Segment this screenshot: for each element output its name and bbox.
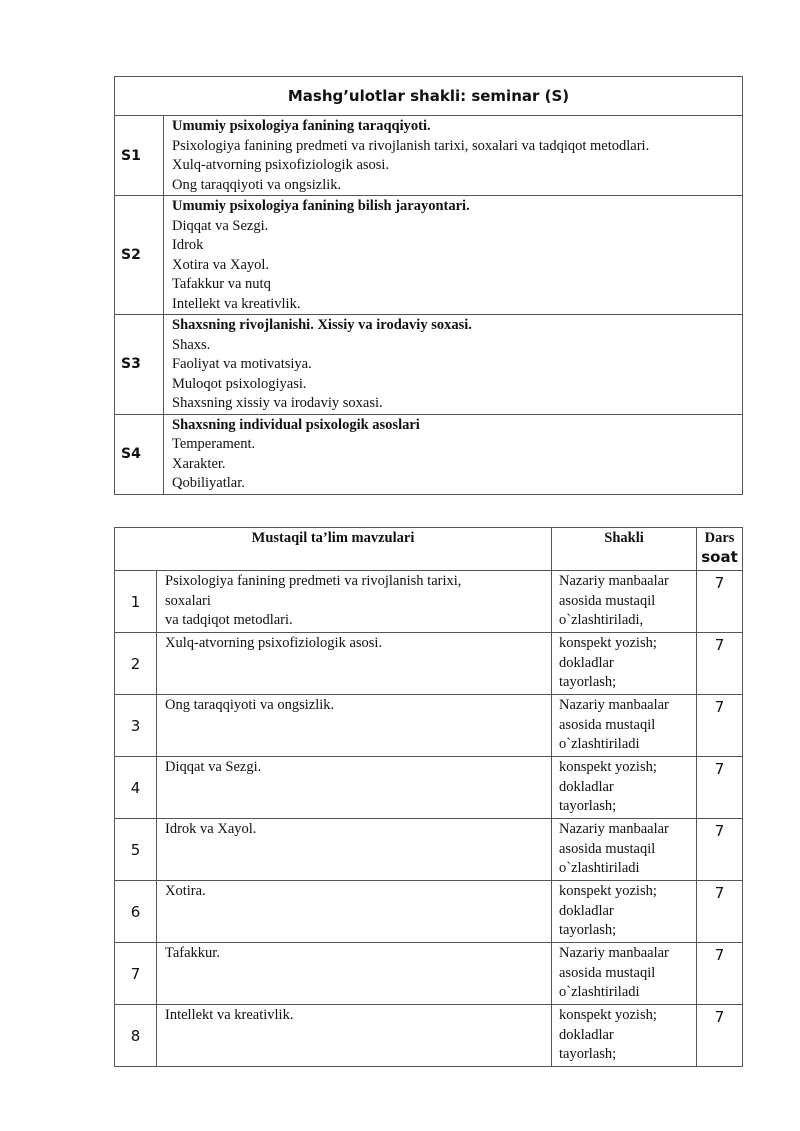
study-header-row bbox=[115, 528, 743, 571]
header-hours-line2: soat bbox=[701, 548, 738, 566]
study-topic bbox=[157, 757, 552, 819]
study-topic bbox=[157, 571, 552, 633]
independent-study-table bbox=[114, 527, 743, 1067]
study-row bbox=[115, 881, 743, 943]
study-topic-line: Xotira. bbox=[165, 883, 206, 899]
study-topic bbox=[157, 881, 552, 943]
seminar-title-row bbox=[115, 77, 743, 116]
seminar-code: S2 bbox=[115, 196, 164, 315]
seminar-code: S3 bbox=[115, 315, 164, 415]
study-form-line: konspekt yozish; bbox=[559, 759, 657, 775]
study-topic-line: Idrok va Xayol. bbox=[165, 821, 257, 837]
study-topic-line: Diqqat va Sezgi. bbox=[165, 759, 262, 775]
study-row bbox=[115, 943, 743, 1005]
study-form bbox=[552, 943, 697, 1005]
study-topic-line: Tafakkur. bbox=[165, 945, 220, 961]
study-form-line: dokladlar bbox=[559, 654, 614, 671]
seminar-line: Xulq-atvorning psixofiziologik asosi. bbox=[172, 157, 390, 173]
study-form-line: Nazariy manbaalar bbox=[559, 573, 669, 589]
study-number: 6 bbox=[115, 881, 157, 943]
study-topic-line: Xulq-atvorning psixofiziologik asosi. bbox=[165, 635, 383, 651]
study-form-line: o`zlashtiriladi bbox=[559, 736, 640, 752]
seminar-content bbox=[164, 414, 743, 494]
study-form-line: konspekt yozish; bbox=[559, 883, 657, 899]
seminar-row bbox=[115, 116, 743, 196]
study-form-line: o`zlashtiriladi bbox=[559, 860, 640, 876]
header-hours-line1: Dars bbox=[704, 530, 735, 546]
study-form-line: asosida mustaqil bbox=[559, 964, 656, 981]
study-topic bbox=[157, 1005, 552, 1067]
study-topic-line: Psixologiya fanining predmeti va rivojlanish tarixi, bbox=[165, 573, 462, 589]
study-hours: 7 bbox=[697, 757, 743, 819]
seminar-title: Mashg’ulotlar shakli: seminar (S) bbox=[115, 77, 743, 116]
seminar-body bbox=[115, 116, 743, 495]
seminar-code: S1 bbox=[115, 116, 164, 196]
study-form bbox=[552, 633, 697, 695]
study-form bbox=[552, 757, 697, 819]
study-form-line: dokladlar bbox=[559, 902, 614, 919]
header-hours bbox=[697, 528, 743, 571]
study-number: 2 bbox=[115, 633, 157, 695]
study-number: 3 bbox=[115, 695, 157, 757]
seminar-line: Diqqat va Sezgi. bbox=[172, 217, 269, 234]
study-topic-line: Ong taraqqiyoti va ongsizlik. bbox=[165, 697, 335, 713]
study-form bbox=[552, 695, 697, 757]
study-number: 8 bbox=[115, 1005, 157, 1067]
study-hours: 7 bbox=[697, 1005, 743, 1067]
study-form-line: dokladlar bbox=[559, 1026, 614, 1043]
seminar-line: Psixologiya fanining predmeti va rivojlanish tarixi, soxalari va tadqiqot metodlari. bbox=[172, 137, 650, 154]
study-topic-line: soxalari bbox=[165, 592, 211, 609]
study-topic bbox=[157, 819, 552, 881]
study-number: 4 bbox=[115, 757, 157, 819]
study-row bbox=[115, 819, 743, 881]
study-topic-line: Intellekt va kreativlik. bbox=[165, 1007, 294, 1023]
seminar-heading: Shaxsning individual psixologik asoslari bbox=[172, 416, 420, 433]
study-form bbox=[552, 819, 697, 881]
study-hours: 7 bbox=[697, 633, 743, 695]
seminar-row bbox=[115, 196, 743, 315]
study-form-line: tayorlash; bbox=[559, 674, 617, 690]
study-hours: 7 bbox=[697, 943, 743, 1005]
seminar-content bbox=[164, 315, 743, 415]
study-topic-line: va tadqiqot metodlari. bbox=[165, 612, 293, 628]
study-form-line: o`zlashtiriladi, bbox=[559, 612, 644, 628]
study-number: 7 bbox=[115, 943, 157, 1005]
study-topic bbox=[157, 943, 552, 1005]
seminar-line: Idrok bbox=[172, 237, 204, 253]
seminar-line: Tafakkur va nutq bbox=[172, 276, 271, 292]
study-hours: 7 bbox=[697, 819, 743, 881]
header-topic: Mustaqil ta’lim mavzulari bbox=[115, 528, 552, 571]
study-form-line: asosida mustaqil bbox=[559, 716, 656, 733]
seminar-content bbox=[164, 196, 743, 315]
study-hours: 7 bbox=[697, 571, 743, 633]
seminar-line: Muloqot psixologiyasi. bbox=[172, 375, 307, 392]
study-form-line: tayorlash; bbox=[559, 1046, 617, 1062]
study-form-line: asosida mustaqil bbox=[559, 840, 656, 857]
study-form-line: tayorlash; bbox=[559, 922, 617, 938]
study-row bbox=[115, 571, 743, 633]
seminar-line: Shaxs. bbox=[172, 336, 211, 353]
seminar-line: Xotira va Xayol. bbox=[172, 256, 270, 273]
study-form-line: konspekt yozish; bbox=[559, 635, 657, 651]
study-form-line: Nazariy manbaalar bbox=[559, 697, 669, 713]
study-row bbox=[115, 757, 743, 819]
seminar-heading: Umumiy psixologiya fanining bilish jarayontari. bbox=[172, 198, 470, 214]
study-form bbox=[552, 571, 697, 633]
study-form bbox=[552, 881, 697, 943]
seminar-heading: Shaxsning rivojlanishi. Xissiy va irodaviy soxasi. bbox=[172, 317, 472, 333]
seminar-line: Ong taraqqiyoti va ongsizlik. bbox=[172, 176, 342, 193]
seminar-line: Qobiliyatlar. bbox=[172, 475, 245, 491]
study-topic bbox=[157, 633, 552, 695]
seminar-content bbox=[164, 116, 743, 196]
study-hours: 7 bbox=[697, 695, 743, 757]
study-form-line: Nazariy manbaalar bbox=[559, 945, 669, 961]
study-form-line: konspekt yozish; bbox=[559, 1007, 657, 1023]
study-number: 1 bbox=[115, 571, 157, 633]
seminar-code: S4 bbox=[115, 414, 164, 494]
seminar-heading: Umumiy psixologiya fanining taraqqiyoti. bbox=[172, 118, 431, 134]
seminar-row bbox=[115, 315, 743, 415]
seminar-line: Shaxsning xissiy va irodaviy soxasi. bbox=[172, 395, 383, 411]
study-number: 5 bbox=[115, 819, 157, 881]
seminar-table bbox=[114, 76, 743, 495]
study-form-line: o`zlashtiriladi bbox=[559, 984, 640, 1000]
study-form-line: asosida mustaqil bbox=[559, 592, 656, 609]
seminar-line: Temperament. bbox=[172, 436, 256, 452]
study-hours: 7 bbox=[697, 881, 743, 943]
study-topic bbox=[157, 695, 552, 757]
seminar-line: Faoliyat va motivatsiya. bbox=[172, 356, 312, 372]
study-body bbox=[115, 571, 743, 1067]
seminar-row bbox=[115, 414, 743, 494]
study-row bbox=[115, 633, 743, 695]
seminar-line: Intellekt va kreativlik. bbox=[172, 295, 301, 312]
study-row bbox=[115, 695, 743, 757]
header-form: Shakli bbox=[552, 528, 697, 571]
study-form-line: Nazariy manbaalar bbox=[559, 821, 669, 837]
study-form-line: dokladlar bbox=[559, 778, 614, 795]
study-form-line: tayorlash; bbox=[559, 798, 617, 814]
seminar-line: Xarakter. bbox=[172, 455, 226, 472]
study-form bbox=[552, 1005, 697, 1067]
study-row bbox=[115, 1005, 743, 1067]
